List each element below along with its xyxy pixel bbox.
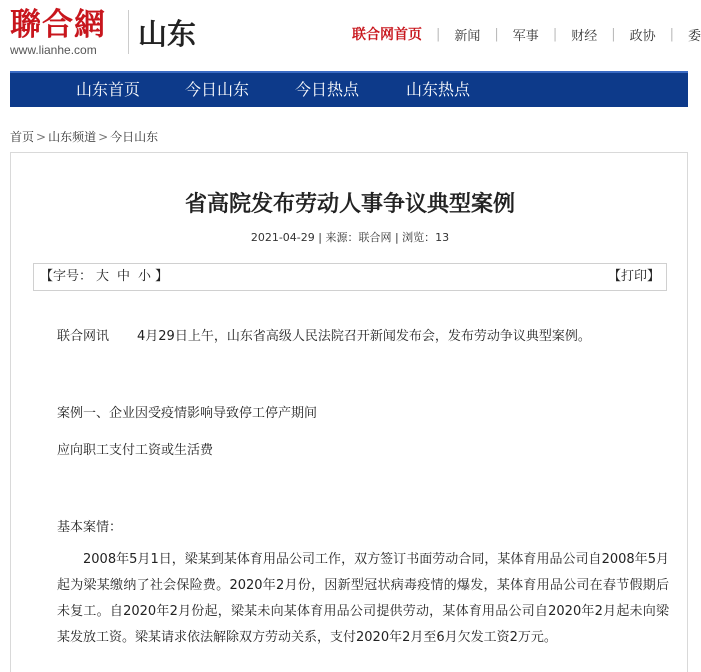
breadcrumb-section[interactable]: 今日山东: [110, 130, 159, 144]
article-title: 省高院发布劳动人事争议典型案例: [184, 192, 515, 217]
channel-nav-shandong-hot[interactable]: 山东热点: [406, 80, 471, 99]
font-size-medium-button[interactable]: 中: [117, 269, 131, 284]
topnav-cppcc-link[interactable]: 政协: [629, 28, 656, 44]
topnav-separator: |: [494, 26, 499, 42]
lead-text: 4月29日上午，山东省高级人民法院召开新闻发布会，发布劳动争议典型案例。: [137, 329, 591, 344]
article-toolbar: [33, 263, 667, 291]
topnav-separator: |: [611, 26, 616, 42]
logo-url: www.lianhe.com: [10, 43, 97, 57]
case-title-line-1: 案例一、企业因受疫情影响导致停工停产期间: [57, 406, 318, 421]
print-button[interactable]: 【打印】: [607, 269, 660, 284]
site-header: [0, 0, 701, 66]
case-title-line-2: 应向职工支付工资或生活费: [57, 443, 214, 458]
font-size-large-button[interactable]: 大: [96, 269, 110, 284]
breadcrumb-channel[interactable]: 山东频道: [48, 130, 97, 144]
lead-paragraph: [57, 325, 591, 344]
body-paragraph: 2008年5月1日，梁某到某体育用品公司工作，双方签订书面劳动合同，某体育用品公司自2008年5月起为梁某缴纳了社会保险费。2020年2月份，因新型冠状病毒疫情的爆发，某体育用品公司在春节假期后未复工。自2020年2月份起，梁某未向某体育用品公司提供劳动，某体育用品公司自2020年2月起未向梁某发放工资。梁某请求依法解除双方劳动关系，支付2020年2月至6月欠发工资2万元。: [57, 552, 669, 645]
breadcrumb: [10, 128, 158, 145]
font-size-small-button[interactable]: 小: [138, 269, 152, 284]
breadcrumb-home[interactable]: 首页: [10, 130, 35, 144]
section-heading: 基本案情：: [57, 520, 123, 535]
topnav-separator: |: [552, 26, 558, 42]
font-size-label-end: 】: [155, 269, 169, 284]
logo-text: 聯合網: [10, 7, 106, 43]
topnav-news-link[interactable]: 新闻: [454, 28, 481, 44]
channel-nav: [10, 71, 688, 107]
header-divider: [128, 10, 129, 54]
channel-nav-shandong-home[interactable]: 山东首页: [76, 80, 141, 99]
lead-source: 联合网讯: [57, 329, 110, 344]
channel-nav-today-hot[interactable]: 今日热点: [295, 80, 360, 99]
breadcrumb-separator: >: [98, 130, 109, 144]
topnav-separator: |: [436, 26, 441, 42]
breadcrumb-separator: >: [36, 130, 47, 144]
font-size-controls: [40, 264, 168, 290]
topnav-military-link[interactable]: 军事: [512, 28, 539, 44]
article-meta: 2021-04-29 | 来源：联合网 | 浏览：13: [250, 231, 450, 244]
region-title: 山东: [138, 17, 197, 51]
topnav-finance-link[interactable]: 财经: [571, 28, 598, 44]
article-container: [10, 152, 688, 672]
top-nav: [352, 24, 701, 44]
font-size-label: 【字号：: [40, 269, 93, 284]
topnav-home-link[interactable]: 联合网首页: [352, 27, 422, 43]
channel-nav-today-shandong[interactable]: 今日山东: [185, 80, 250, 99]
topnav-committee-link[interactable]: 委: [688, 28, 701, 44]
topnav-separator: |: [669, 26, 675, 42]
site-logo[interactable]: [10, 8, 120, 57]
